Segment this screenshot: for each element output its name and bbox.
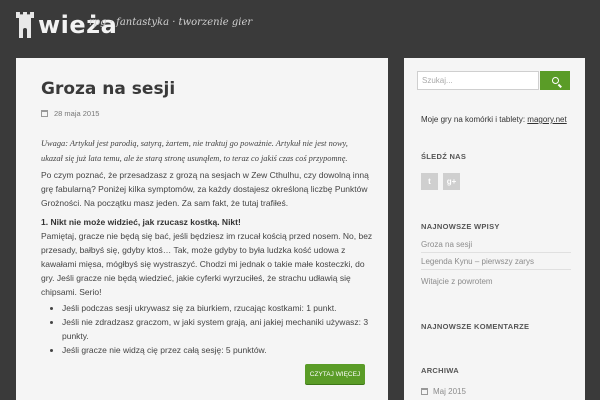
calendar-icon [41,110,48,117]
follow-title: ŚLEDŹ NAS [421,152,467,161]
social-links [421,173,460,190]
recent-comments-title: NAJNOWSZE KOMENTARZE [421,322,530,331]
post-intro: Uwaga: Artykuł jest parodią, satyrą, żartem, nie traktuj go poważnie. Artykuł nie jest nowy, ukazał się już lata temu, ale że starą stronę usunąłem, to teraz co jakiś czas coś przypomnę. [41,139,348,163]
twitter-icon[interactable]: t [421,173,438,190]
sidebar [404,58,585,400]
post-date [41,109,99,118]
list-item: • Jeśli podczas sesji ukrywasz się za biurkiem, rzucając kostkami: 1 punkt. [62,301,382,315]
points-list [50,301,382,357]
site-header [0,0,600,58]
archive-item-label[interactable]: Maj 2015 [433,387,466,396]
main-content [16,58,388,400]
section-heading: 1. Nikt nie może widzieć, jak rzucasz kostką. Nikt! [41,217,241,227]
mobile-games-link[interactable]: magory.net [527,115,567,124]
read-more-button[interactable]: CZYTAJ WIĘCEJ [305,364,365,384]
recent-post-link[interactable]: Groza na sesji [421,240,473,249]
recent-post-link[interactable]: Witajcie z powrotem [421,277,493,286]
post-section [41,215,376,299]
post-date-text[interactable]: 28 maja 2015 [54,109,100,118]
list-item: • Jeśli nie zdradzasz graczom, w jaki system grają, ani jakiej mechaniki używasz: 3 punkty. [62,315,382,343]
tower-icon [16,12,34,38]
list-item: • Jeśli gracze nie widzą cię przez całą sesję: 5 punktów. [62,343,382,357]
logo-text: wieża [38,11,118,39]
post-paragraph: Po czym poznać, że przesadzasz z grozą na sesjach w Zew Cthulhu, czy dowolną inną grę fabularną? Poniżej kilka symptomów, za każdy dostajesz określoną liczbę Punktów Grożności. Na początku masz jeden. Za sam fakt, że tutaj trafiłeś. [41,170,369,208]
post-paragraph: Pamiętaj, gracze nie będą się bać, jeśli będziesz im rzucał kością przed nosem. No, bez przesady, bałbyś się, gdyby ktoś… Tak, może gdyby to była ludzka kość udowa z kawałami mięsa, mógłbyś się wystraszyć. Chodzi mi jednak o takie małe kosteczki, do gry. Jeśli gracze nie będą wiedzieć, jakie cyferki wyrzuciłeś, że strachu udławią się chipsami. Serio! [41,231,373,297]
search-input[interactable] [417,71,539,90]
mobile-games-label: Moje gry na komórki i tablety: [421,115,526,124]
post-title[interactable]: Groza na sesji [41,79,176,99]
divider [421,252,571,253]
search-button[interactable] [540,71,570,90]
recent-posts-title: NAJNOWSZE WPISY [421,222,500,231]
recent-post-link[interactable]: Legenda Kynu – pierwszy zarys [421,257,534,266]
archive-title: ARCHIWA [421,366,459,375]
site-tagline: rpg · fantastyka · tworzenie gier [89,17,253,28]
archive-item[interactable] [421,387,466,396]
calendar-icon [421,388,428,395]
google-plus-icon[interactable]: g+ [443,173,460,190]
divider [421,269,571,270]
mobile-games-text [421,115,581,124]
search-icon [552,77,559,84]
